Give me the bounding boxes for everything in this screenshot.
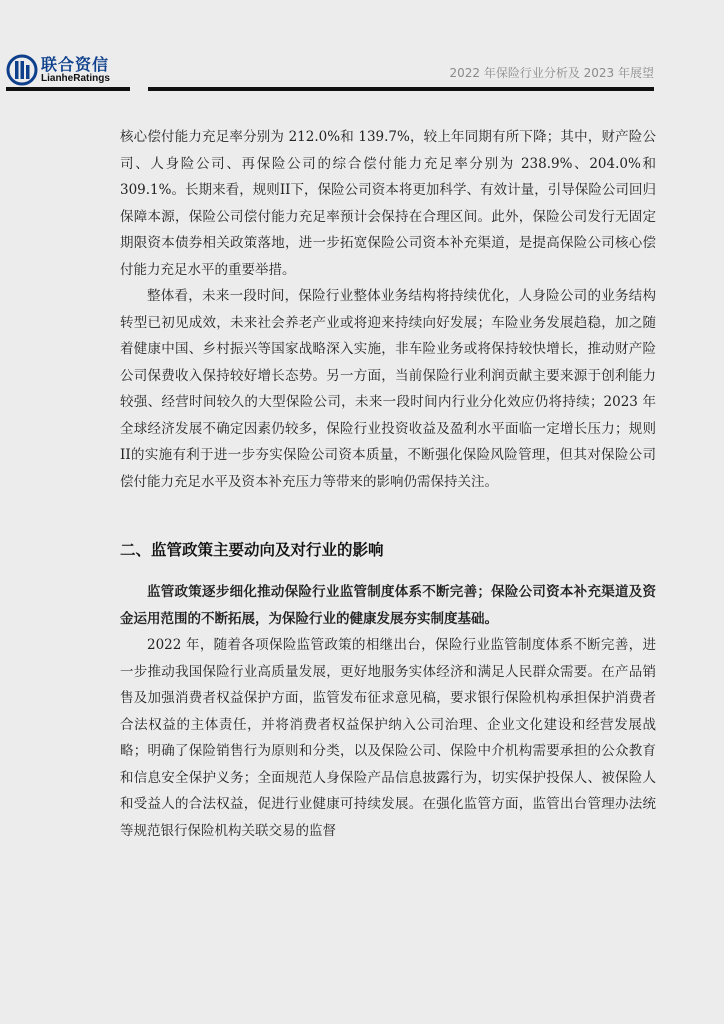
header-rule-right	[148, 87, 654, 91]
document-body	[120, 124, 656, 844]
paragraph-solvency: 核心偿付能力充足率分别为 212.0%和 139.7%，较上年同期有所下降；其中，财产险公司、人身险公司、再保险公司的综合偿付能力充足率分别为 238.9%、204.0%和 309.1%。长期来看，规则II下，保险公司资本将更加科学、有效计量，引导保险公司回归保障本源，保险公司偿付能力充足率预计会保持在合理区间。此外，保险公司发行无固定期限资本债券相关政策落地，进一步拓宽保险公司资本补充渠道，是提高保险公司核心偿付能力充足水平的重要举措。	[120, 129, 656, 278]
header-rule-left	[6, 87, 130, 91]
logo-english-name: LianheRatings	[41, 73, 110, 84]
company-logo	[6, 52, 126, 88]
paragraph-outlook: 整体看，未来一段时间，保险行业整体业务结构将持续优化，人身险公司的业务结构转型已初见成效，未来社会养老产业或将迎来持续向好发展；车险业务发展趋稳，加之随着健康中国、乡村振兴等国家战略深入实施，非车险业务或将保持较快增长，推动财产险公司保费收入保持较好增长态势。另一方面，当前保险行业利润贡献主要来源于创利能力较强、经营时间较久的大型保险公司，未来一段时间内行业分化效应仍将持续；2023 年全球经济发展不确定因素仍较多，保险行业投资收益及盈利水平面临一定增长压力；规则II的实施有利于进一步夯实保险公司资本质量，不断强化保险风险管理，但其对保险公司偿付能力充足水平及资本补充压力等带来的影响仍需保持关注。	[120, 288, 656, 490]
logo-chinese-name: 联合资信	[41, 55, 110, 74]
section-summary: 监管政策逐步细化推动保险行业监管制度体系不断完善；保险公司资本补充渠道及资金运用范围的不断拓展，为保险行业的健康发展夯实制度基础。	[120, 584, 656, 627]
section-body-paragraph: 2022 年，随着各项保险监管政策的相继出台，保险行业监管制度体系不断完善，进一步推动我国保险行业高质量发展，更好地服务实体经济和满足人民群众需要。在产品销售及加强消费者权益保护方面，监管发布征求意见稿，要求银行保险机构承担保护消费者合法权益的主体责任，并将消费者权益保护纳入公司治理、企业文化建设和经营发展战略；明确了保险销售行为原则和分类，以及保险公司、保险中介机构需要承担的公众教育和信息安全保护义务；全面规范人身保险产品信息披露行为，切实保护投保人、被保险人和受益人的合法权益，促进行业健康可持续发展。在强化监管方面，监管出台管理办法统等规范银行保险机构关联交易的监督	[120, 637, 656, 839]
report-title: 2022 年保险行业分析及 2023 年展望	[449, 66, 654, 80]
lianhe-logo-icon	[6, 54, 38, 86]
page-header	[0, 0, 724, 100]
section-heading: 二、监管政策主要动向及对行业的影响	[120, 541, 384, 559]
